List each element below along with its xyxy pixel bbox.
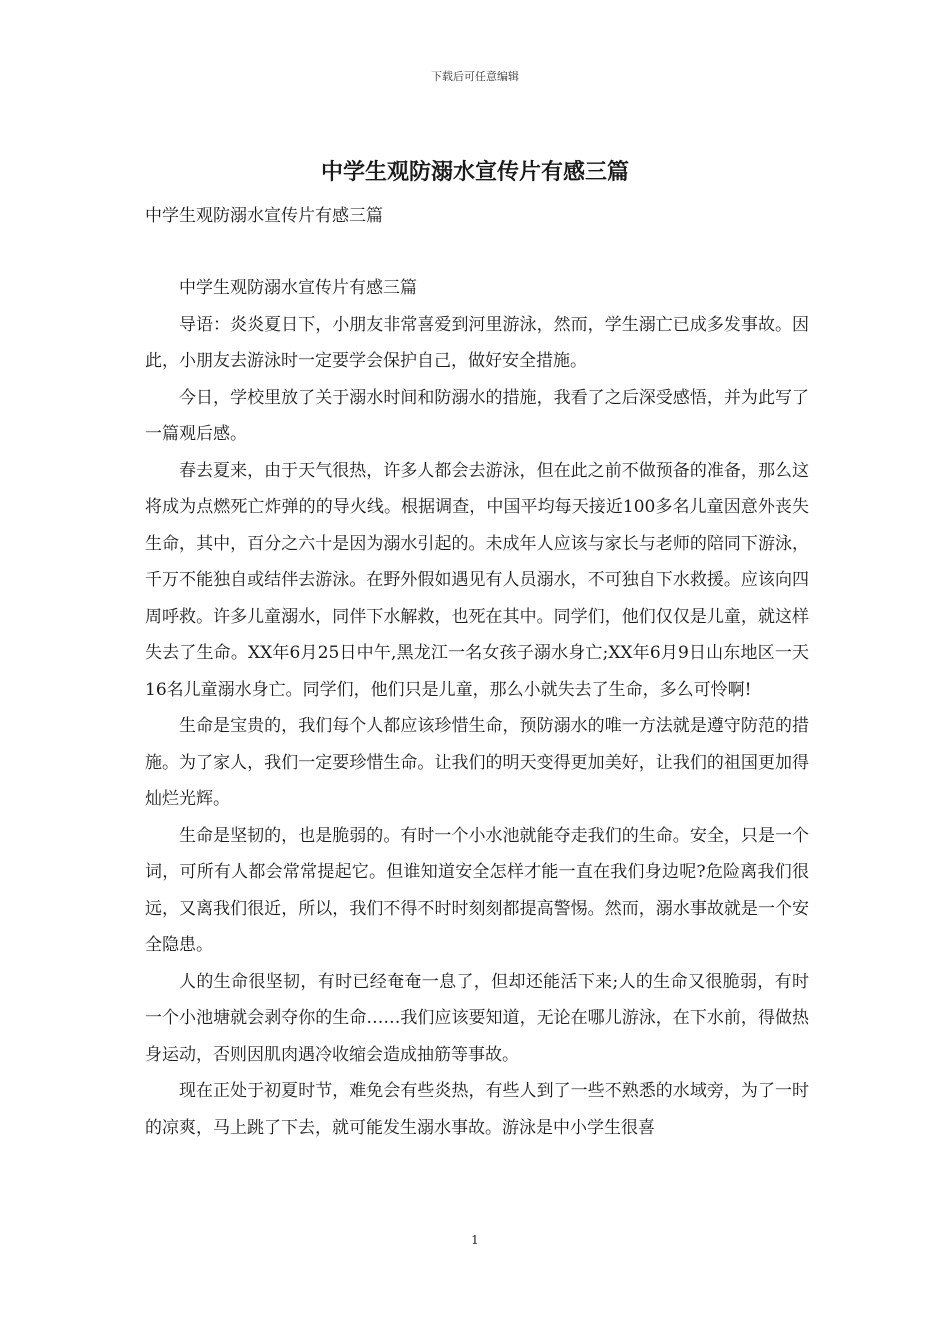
document-subtitle: 中学生观防溺水宣传片有感三篇 xyxy=(145,206,383,226)
body-paragraph: 人的生命很坚韧，有时已经奄奄一息了，但却还能活下来;人的生命又很脆弱，有时一个小池塘就会剥夺你的生命……我们应该要知道，无论在哪儿游泳，在下水前，得做热身运动，否则因肌肉遇冷收缩会造成抽筋等事故。 xyxy=(145,971,809,1065)
body-paragraph: 中学生观防溺水宣传片有感三篇 xyxy=(179,278,417,298)
body-paragraph: 春去夏来，由于天气很热，许多人都会去游泳，但在此之前不做预备的准备，那么这将成为点燃死亡炸弹的的导火线。根据调查，中国平均每天接近100多名儿童因意外丧失生命，其中，百分之六十是因为溺水引起的。未成年人应该与家长与老师的陪同下游泳，千万不能独自或结伴去游泳。在野外假如遇见有人员溺水，不可独自下水救援。应该向四周呼救。许多儿童溺水，同伴下水解救，也死在其中。同学们，他们仅仅是儿童，就这样失去了生命。XX年6月25日中午,黑龙江一名女孩子溺水身亡;XX年6月9日山东地区一天16名儿童溺水身亡。同学们，他们只是儿童，那么小就失去了生命，多么可怜啊! xyxy=(145,460,809,700)
body-paragraph: 今日，学校里放了关于溺水时间和防溺水的措施，我看了之后深受感悟，并为此写了一篇观后感。 xyxy=(145,387,809,444)
header-note: 下载后可任意编辑 xyxy=(431,70,519,83)
body-paragraph: 导语：炎炎夏日下，小朋友非常喜爱到河里游泳，然而，学生溺亡已成多发事故。因此，小朋友去游泳时一定要学会保护自己，做好安全措施。 xyxy=(145,314,809,371)
body-paragraph: 生命是宝贵的，我们每个人都应该珍惜生命，预防溺水的唯一方法就是遵守防范的措施。为了家人，我们一定要珍惜生命。让我们的明天变得更加美好，让我们的祖国更加得灿烂光辉。 xyxy=(145,716,809,809)
document-title: 中学生观防溺水宣传片有感三篇 xyxy=(320,159,629,185)
page-number: 1 xyxy=(471,1233,479,1247)
body-paragraph: 生命是坚韧的，也是脆弱的。有时一个小水池就能夺走我们的生命。安全，只是一个词，可所有人都会常常提起它。但谁知道安全怎样才能一直在我们身边呢?危险离我们很远，又离我们很近，所以，我们不得不时时刻刻都提高警惕。然而，溺水事故就是一个安全隐患。 xyxy=(145,825,809,955)
body-paragraph: 现在正处于初夏时节，难免会有些炎热，有些人到了一些不熟悉的水域旁，为了一时的凉爽，马上跳了下去，就可能发生溺水事故。游泳是中小学生很喜 xyxy=(145,1081,809,1138)
document-body xyxy=(145,270,809,1146)
